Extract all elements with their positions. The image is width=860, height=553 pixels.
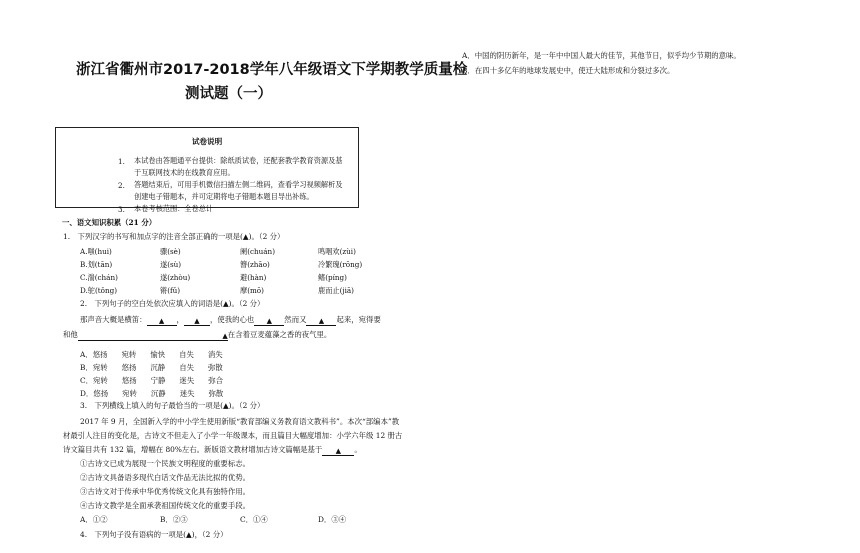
q2-text: 那声音大概是横笛： (80, 315, 147, 324)
notice-item-num: 1. (118, 157, 125, 166)
q2-text: 然而又 (284, 315, 307, 324)
q1-cell: 鳍(píng) (318, 273, 347, 282)
notice-item-num: 3. (118, 205, 125, 214)
notice-item-1: 本试卷由答题通平台提供：除纸质试卷，还配套教学教育资源及基于互联网技术的在线教育应用。 (134, 156, 343, 177)
q2-option: B．宛转 悠扬 沉静 自失 弥散 (80, 363, 223, 372)
q2-blank-4: ▲ (306, 317, 336, 326)
notice-title: 试卷说明 (191, 137, 223, 146)
q1-cell: B.划(tān) (80, 260, 113, 269)
question-3-stem: 3. 下列横线上填入的句子最恰当的一项是(▲)。（2 分） (80, 401, 265, 410)
q1-cell: 骤(sè) (160, 247, 181, 256)
question-1-stem: 1. 下列汉字的书写和加点字的注音全部正确的一项是(▲)。（2 分） (63, 232, 285, 241)
notice-item-3: 本卷考核范围：全卷总计 (134, 204, 214, 213)
q1-cell: 鸣咽欢(zùi) (318, 247, 356, 256)
q3-statement: ②古诗文具备语多现代白话文作品无法比拟的优势。 (80, 473, 250, 482)
q1-cell: C.湍(chán) (80, 273, 118, 282)
question-3-paragraph-3: 诗文篇目共有 132 篇，增幅在 80%左右。新版语文教材增加古诗文篇幅是基于 ▲ 。 (63, 445, 362, 455)
q1-cell: 锵(fǔ) (160, 286, 181, 295)
q2-option: D．悠扬 宛转 沉静 迷失 弥散 (80, 389, 224, 398)
q3-option: C．①④ (240, 515, 268, 524)
q2-text: 起来，宛得要 (336, 315, 381, 324)
q1-cell: 避(hàn) (240, 273, 267, 282)
question-2-line-1 (80, 316, 381, 326)
q2-blank-5: ▲ (78, 332, 228, 341)
q3-option: D．③④ (318, 515, 347, 524)
q3-option: B．②③ (160, 515, 188, 524)
q2-blank-1: ▲ (147, 317, 177, 326)
q2-blank-2: ▲ (184, 317, 210, 326)
notice-box (55, 127, 359, 214)
right-option-a: A．中国的阴历新年，是一年中中国人最大的佳节，其他节日，似乎均少节期的意味。 (462, 51, 741, 60)
question-2-line-2 (63, 331, 331, 341)
page-title-line2: 测试题（一） (185, 86, 272, 102)
q2-option: C．宛转 悠扬 宁静 迷失 弥合 (80, 376, 224, 385)
question-4-stem: 4. 下列句子没有语病的一项是(▲)，（2 分） (80, 530, 228, 539)
q1-cell: 阑(chuán) (240, 247, 275, 256)
notice-item-num: 2. (118, 181, 125, 190)
q2-text: ，使我的心也 (209, 315, 255, 324)
q1-cell: 遂(zhòu) (160, 273, 191, 282)
question-3-paragraph-2: 材最引人注目的变化是，古诗文不但走入了小学一年级课本，而且篇目大幅度增加：小学六年级 12 册古 (63, 431, 403, 440)
q3-option: A．①② (80, 515, 108, 524)
section-heading: 一、语文知识积累（21 分） (62, 218, 157, 227)
q1-cell: 冷繁瑰(rōng) (318, 260, 363, 269)
q2-text: 在含着豆麦蕴藻之香的夜气里。 (227, 330, 332, 339)
right-option-b: B．在四十多亿年的地球发展史中，使迁大陆形成和分裂过多次。 (462, 66, 675, 75)
question-2-stem: 2. 下列句子的空白处依次应填入的词语是(▲)。（2 分） (80, 299, 265, 308)
q1-cell: 遂(sù) (160, 260, 182, 269)
q3-statement: ④古诗文教学是全面承袭祖国传统文化的重要手段。 (80, 501, 250, 510)
q2-option: A．悠扬 宛转 愉快 自失 消失 (80, 350, 223, 359)
q2-text: ， (176, 315, 184, 324)
q1-cell: 簪(zhāo) (240, 260, 270, 269)
question-3-paragraph-1: 2017 年 9 月，全国新入学的中小学生使用新版“教育部编义务教育语文教科书”。本次“部编本”教 (80, 417, 400, 426)
q1-cell: A.嗤(hui) (80, 247, 112, 256)
q1-cell: 鹿而止(jiā) (318, 286, 354, 295)
q1-cell: D.鸵(tǒng) (80, 286, 118, 295)
q3-statement: ①古诗文已成为展现一个民族文明程度的重要标志。 (80, 459, 250, 468)
q2-blank-3: ▲ (254, 317, 284, 326)
notice-item-2: 答题结束后，可用手机微信扫描左侧二维码，查看学习视频解析及创建电子错题本，并可定期将电子错题本题目导出补练。 (134, 180, 343, 201)
q3-blank: ▲ (322, 447, 354, 456)
q3-statement: ③古诗文对于传承中华优秀传统文化具有独特作用。 (80, 487, 250, 496)
page-title-line1: 浙江省衢州市2017-2018学年八年级语文下学期教学质量检 (76, 62, 468, 78)
q2-text: 和他 (63, 330, 78, 339)
q1-cell: 摩(mō) (240, 286, 264, 295)
